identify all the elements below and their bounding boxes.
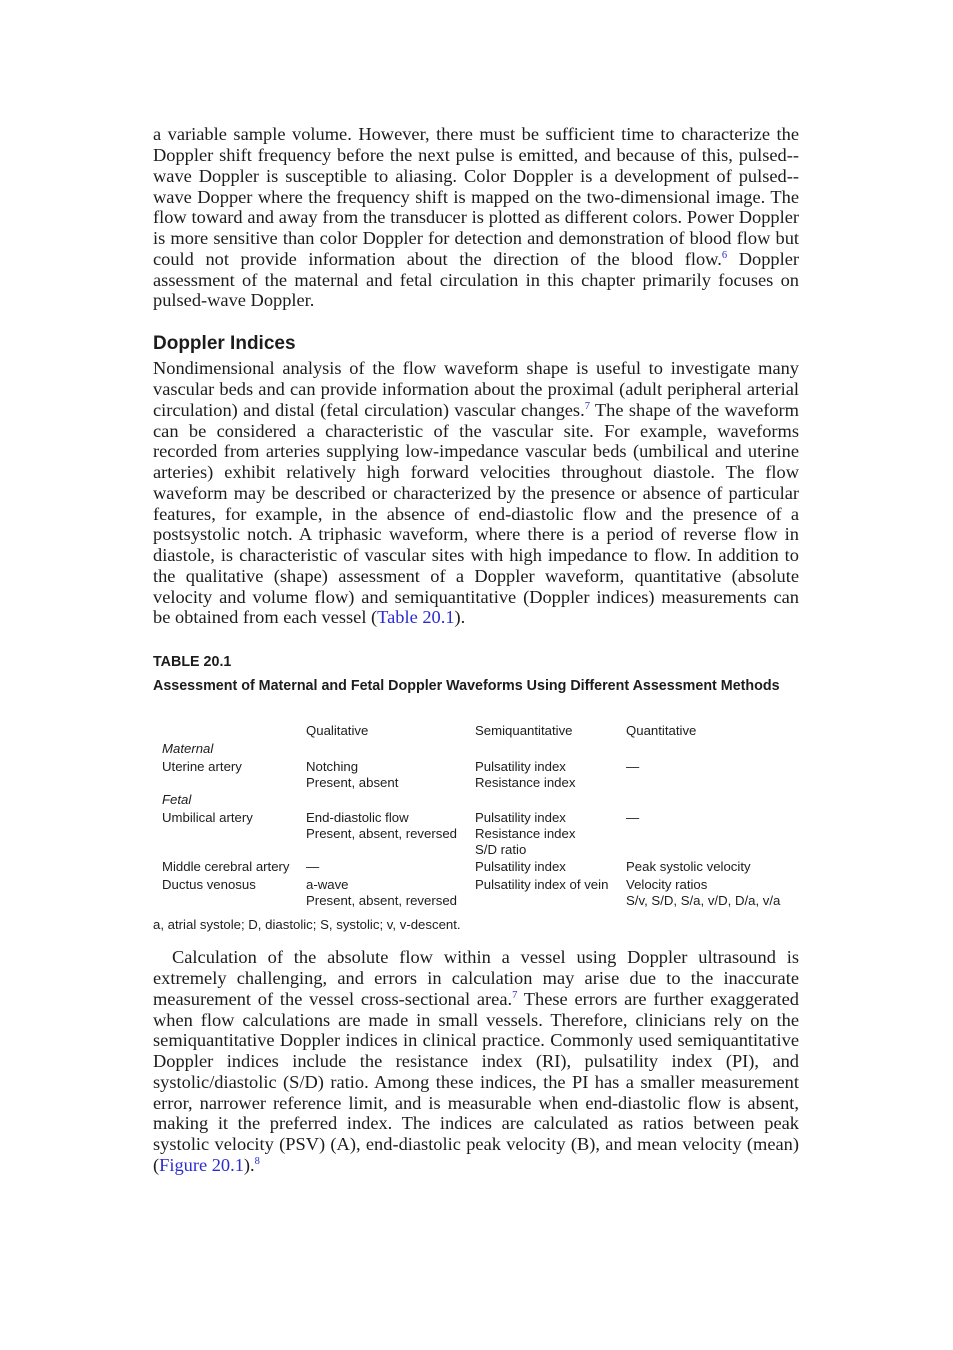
vessel-cell [162,859,306,875]
closing-text-end: ). [243,1154,255,1175]
semiquantitative-cell [475,877,626,909]
table-header-row [162,723,799,741]
table-link[interactable]: Table 20.1 [377,607,455,628]
figure-link[interactable]: Figure 20.1 [159,1154,244,1175]
citation-ref-8[interactable]: 8 [254,1156,260,1168]
group-label-fetal: Fetal [162,792,192,808]
table-row [162,759,799,793]
cell-line: End-diastolic flow [306,809,409,825]
table-footnote: a, atrial systole; D, diastolic; S, systolic; v, v-descent. [153,916,461,932]
section-text-continued: The shape of the waveform can be considered a characteristic of the vascular site. For example, waveforms recorded from arteries supplying low-impedance vascular beds (umbilical and uterine arteries) exhibit relatively high forward velocities throughout diastole. The flow waveform may be described or characterized by the presence or absence of particular features, for example, in the absence of end-diastolic flow and the presence of a postsystolic notch. A triphasic waveform, where there is a period of reverse flow in diastole, is characteristic of vascular sites with high impedance to flow. In addition to the qualitative (shape) assessment of a Doppler waveform, quantitative (absolute velocity and volume flow) and semiquantitative (Doppler indices) measurements can be obtained from each vessel ( [153,399,799,628]
quantitative-cell [626,877,799,909]
qualitative-cell [306,859,475,875]
table-row [162,859,799,877]
closing-paragraph [153,947,799,1175]
table-label: TABLE 20.1 [153,654,232,671]
semiquantitative-cell [475,859,626,875]
cell-line: Pulsatility index [475,809,566,825]
section-paragraph [153,358,799,628]
document-page [153,124,799,1175]
header-cell-semiquantitative: Semiquantitative [475,723,573,739]
quantitative-cell [626,759,799,791]
semiquantitative-cell [475,759,626,791]
header-cell-vessel [162,723,306,739]
assessment-table [153,723,799,910]
vessel-name: Uterine artery [162,758,242,774]
table-row [162,810,799,860]
cell-line: Resistance index [475,825,576,841]
cell-line: Present, absent [306,774,399,790]
vessel-name: Ductus venosus [162,876,256,892]
citation-ref-7[interactable]: 7 [512,990,518,1002]
cell-line: Pulsatility index [475,859,566,875]
closing-text-continued: These errors are further exaggerated when flow calculations are made in small vessels. Therefore, clinicians rely on the semiquantitative Doppler indices in clinical practice. Commonly used semiquantitative Doppler indices include the resistance index (RI), pulsatility index (PI), and systolic/diastolic (S/D) ratio. Among these indices, the PI has a smaller measurement error, narrower reference limit, and is measurable when end-diastolic flow is absent, making it the preferred index. The indices are calculated as ratios between peak systolic velocity (PSV) (A), end-diastolic peak velocity (B), and mean velocity (mean) ( [153,988,799,1175]
quantitative-cell [626,810,799,858]
intro-text-continued: Doppler assessment of the maternal and fetal circulation in this chapter primarily focuses on pulsed-wave Doppler. [153,248,799,311]
vessel-cell [162,877,306,909]
section-text-end: ). [454,607,466,628]
table-title: Assessment of Maternal and Fetal Doppler Waveforms Using Different Assessment Methods [153,678,780,695]
table-row [162,877,799,911]
vessel-name: Umbilical artery [162,809,253,825]
cell-line: Resistance index [475,774,576,790]
qualitative-cell [306,759,475,791]
header-cell-quantitative: Quantitative [626,723,697,739]
cell-line: S/D ratio [475,841,527,857]
intro-paragraph [153,124,799,311]
semiquantitative-cell [475,810,626,858]
cell-line: — [626,809,640,825]
qualitative-cell [306,810,475,858]
cell-line: Pulsatility index [475,758,566,774]
cell-line: — [626,758,640,774]
cell-line: a-wave [306,876,349,892]
cell-line: Present, absent, reversed [306,825,458,841]
cell-line: Notching [306,758,359,774]
vessel-cell [162,759,306,791]
group-label-maternal: Maternal [162,741,214,757]
closing-text: Calculation of the absolute flow within a vessel using Doppler ultrasound is extremely challenging, and errors in calculation may arise due to the inaccurate measurement of the vessel cross-sectional area. [153,947,799,1009]
citation-ref-7[interactable]: 7 [584,401,590,413]
cell-line: S/v, S/D, S/a, v/D, D/a, v/a [626,892,781,908]
header-cell-qualitative: Qualitative [306,723,369,739]
qualitative-cell [306,877,475,909]
cell-line: Peak systolic velocity [626,859,751,875]
cell-line: — [306,859,320,875]
citation-ref-6[interactable]: 6 [721,250,728,262]
quantitative-cell [626,859,799,875]
cell-line: Present, absent, reversed [306,892,458,908]
vessel-name: Middle cerebral artery [162,859,290,875]
section-text: Nondimensional analysis of the flow waveform shape is useful to investigate many vascular beds and can provide information about the proximal (adult peripheral arterial circulation) and distal (fetal circulation) vascular changes. [153,358,799,420]
intro-text: a variable sample volume. However, there must be sufficient time to characterize the Doppler shift frequency before the next pulse is emitted, and because of this, pulsed--wave Doppler is susceptible to aliasing. Color Doppler is a development of pulsed--wave Dopper where the frequency shift is mapped on the two-dimensional image. The flow toward and away from the transducer is plotted as different colors. Power Doppler is more sensitive than color Doppler for detection and demonstration of blood flow but could not provide information about the direction of the blood flow. [153,124,799,269]
section-heading: Doppler Indices [153,333,296,355]
cell-line: Pulsatility index of vein [475,876,609,892]
cell-line: Velocity ratios [626,876,708,892]
vessel-cell [162,810,306,858]
